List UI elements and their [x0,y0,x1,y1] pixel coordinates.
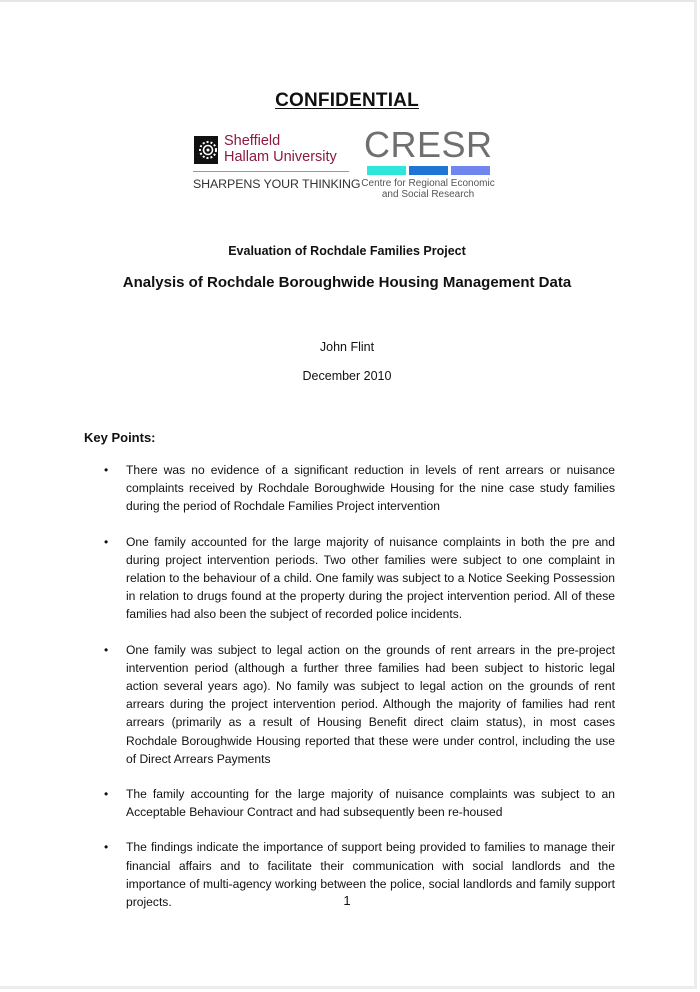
key-point-text: One family accounted for the large majority of nuisance complaints in both the pre and during project intervention periods. Two other families were subject to one complaint in relation to the behaviour of a child. One family was subject to a Notice Seeking Possession in relation to drugs found at the property during the project intervention period. All of these families had also been the subject of recorded police incidents. [126,534,615,622]
key-point [84,785,615,821]
report-date: December 2010 [302,369,392,383]
key-point-text: The family accounting for the large majority of nuisance complaints was subject to an Acceptable Behaviour Contract and had subsequently been re-housed [126,787,615,820]
cresr-wordmark: CRESR [364,124,493,165]
report-subtitle: Evaluation of Rochdale Families Project [228,244,466,258]
confidential-label: CONFIDENTIAL [275,90,419,111]
shu-name-line1: Sheffield [224,133,281,149]
cresr-bar-cyan [367,166,406,175]
page-number: 1 [343,893,351,908]
bullet-icon: • [104,787,109,802]
cresr-sub-line2: and Social Research [381,189,475,200]
key-point-text: There was no evidence of a significant reduction in levels of rent arrears or nuisance complaints received by Rochdale Boroughwide Housing for the nine case study families during the period of Rochdale Families Project intervention [126,463,615,514]
bullet-icon: • [104,463,109,477]
bullet-icon: • [104,534,109,549]
report-author: John Flint [319,340,375,354]
key-point [84,461,615,516]
key-point-text: One family was subject to legal action on the grounds of rent arrears in the pre-project intervention period (although a further three families had been subject to historic legal action several years ago). No family was subject to legal action on the grounds of rent arrears during the project intervention period. Although the majority of families had rent arrears (primarily as a result of Housing Benefit direct claim status), in most cases Rochdale Boroughwide Housing reported that these were under control, including the use of Direct Arrears Payments [126,642,615,766]
sheffield-hallam-logo [193,130,361,202]
shu-name [224,133,337,165]
key-points-list [84,461,615,928]
bullet-icon: • [104,642,109,657]
key-point-text: The findings indicate the importance of support being provided to families to manage their financial affairs and to facilitate their communication with social landlords and the importance of multi-agency working between the police, social landlords and family support projects. [126,840,615,910]
key-points-heading: Key Points: [84,430,156,445]
key-point [84,641,615,768]
cog-emblem-icon [194,136,218,164]
bullet-icon: • [104,840,109,855]
cresr-bar-blue [409,166,448,175]
cresr-sub-line1: Centre for Regional Economic [361,178,495,189]
cresr-subtitle [348,178,508,200]
report-title: Analysis of Rochdale Boroughwide Housing Management Data [122,274,572,291]
shu-tagline: SHARPENS YOUR THINKING [193,177,361,191]
shu-divider [193,171,349,172]
cresr-bar-periwinkle [451,166,490,175]
key-point [84,533,615,624]
logos-banner [193,124,513,202]
cresr-logo [348,124,513,202]
shu-name-line2: Hallam University [224,149,337,165]
